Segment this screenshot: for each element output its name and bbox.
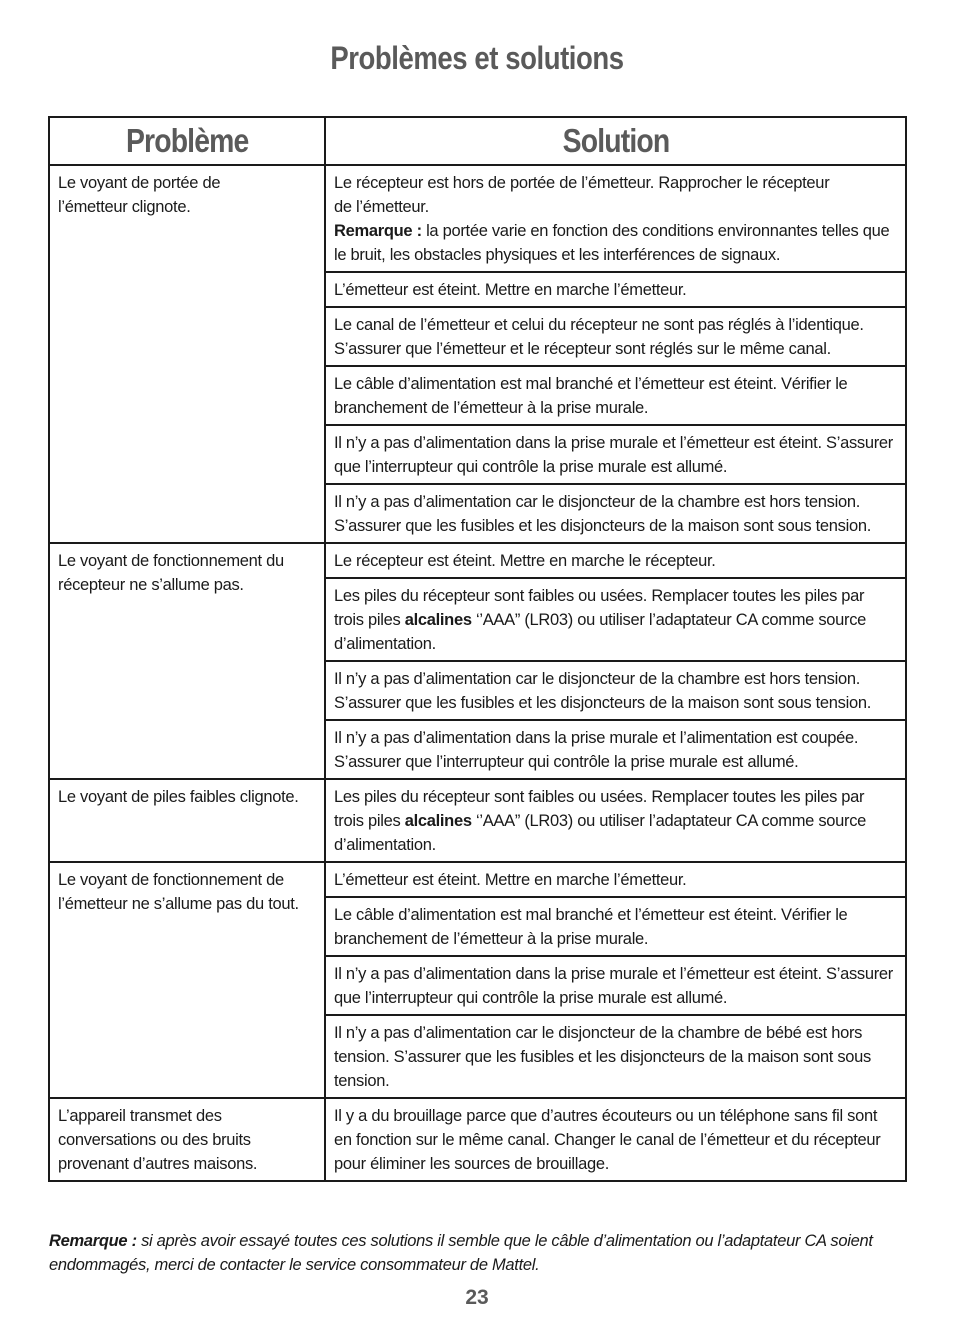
table-row: [49, 1098, 906, 1181]
solution-cell: [325, 1015, 906, 1098]
solution-cell: [325, 484, 906, 543]
solution-emphasis: Remarque :: [334, 222, 422, 240]
solution-cell: [325, 956, 906, 1015]
solution-cell: [325, 366, 906, 425]
problem-cell: Le voyant de fonctionnement de l’émetteur ne s’allume pas du tout.: [49, 862, 325, 1098]
solution-cell: [325, 578, 906, 661]
solution-cell: [325, 543, 906, 578]
header-solution: Solution: [325, 117, 906, 165]
footnote: [49, 1229, 909, 1277]
solution-cell: [325, 272, 906, 307]
problem-cell: Le voyant de fonctionnement du récepteur ne s’allume pas.: [49, 543, 325, 779]
solution-cell: [325, 307, 906, 366]
solution-text: L’émetteur est éteint. Mettre en marche l’émetteur.: [334, 281, 687, 299]
solution-text: Il n’y a pas d’alimentation car le disjoncteur de la chambre de bébé est hors tension. S’assurer que les fusibles et les disjoncteurs de la maison sont sous tension.: [334, 1024, 871, 1090]
table-row: [49, 779, 906, 862]
solution-text: Il n’y a pas d’alimentation car le disjoncteur de la chambre est hors tension. S’assurer que les fusibles et les disjoncteurs de la maison sont sous tension.: [334, 670, 871, 712]
solution-text: Le câble d’alimentation est mal branché et l’émetteur est éteint. Vérifier le branchement de l’émetteur à la prise murale.: [334, 375, 848, 417]
solution-text-cont: ‘’AAA” (LR03) ou utiliser l’adaptateur CA comme source d’alimentation.: [334, 611, 867, 653]
table-row: [49, 165, 906, 272]
solution-text: L’émetteur est éteint. Mettre en marche l’émetteur.: [334, 871, 687, 889]
solution-text: Les piles du récepteur sont faibles ou usées. Remplacer toutes les piles par trois piles: [334, 587, 865, 629]
solution-emphasis: alcalines: [404, 611, 472, 629]
solution-text: Il n’y a pas d’alimentation dans la prise murale et l’émetteur est éteint. S’assurer que l’interrupteur qui contrôle la prise murale est allumé.: [334, 434, 894, 476]
page-title: Problèmes et solutions: [330, 40, 624, 76]
solution-text: Le canal de l’émetteur et celui du récepteur ne sont pas réglés à l’identique. S’assurer que l’émetteur et le récepteur sont réglés sur le même canal.: [334, 316, 864, 358]
troubleshooting-table: [48, 116, 907, 1182]
table-row: [49, 543, 906, 578]
table-row: [49, 862, 906, 897]
solution-text: Le câble d’alimentation est mal branché et l’émetteur est éteint. Vérifier le branchement de l’émetteur à la prise murale.: [334, 906, 848, 948]
solution-text: Le récepteur est éteint. Mettre en marche le récepteur.: [334, 552, 716, 570]
solution-cell: [325, 779, 906, 862]
problem-cell: Le voyant de piles faibles clignote.: [49, 779, 325, 862]
solution-text: Il n’y a pas d’alimentation car le disjoncteur de la chambre est hors tension. S’assurer que les fusibles et les disjoncteurs de la maison sont sous tension.: [334, 493, 871, 535]
solution-text-cont: ‘’AAA” (LR03) ou utiliser l’adaptateur CA comme source d’alimentation.: [334, 812, 867, 854]
header-problem: Problème: [49, 117, 325, 165]
solution-cell: [325, 1098, 906, 1181]
table-body: [49, 165, 906, 1181]
solution-emphasis: alcalines: [404, 812, 472, 830]
solution-text: Il y a du brouillage parce que d’autres écouteurs ou un téléphone sans fil sont en fonction sur le même canal. Changer le canal de l’émetteur et du récepteur pour éliminer les sources de brouillage.: [334, 1107, 881, 1173]
problem-cell: L’appareil transmet des conversations ou des bruits provenant d’autres maisons.: [49, 1098, 325, 1181]
solution-cell: [325, 897, 906, 956]
solution-cell: [325, 661, 906, 720]
solution-text-cont: la portée varie en fonction des conditions environnantes telles que le bruit, les obstacles physiques et les interférences de signaux.: [334, 222, 890, 264]
solution-text: Il n’y a pas d’alimentation dans la prise murale et l’alimentation est coupée. S’assurer que l’interrupteur qui contrôle la prise murale est allumé.: [334, 729, 859, 771]
footnote-label: Remarque :: [49, 1232, 137, 1250]
solution-cell: [325, 862, 906, 897]
table-header-row: [49, 117, 906, 165]
solution-cell: [325, 165, 906, 272]
solution-cell: [325, 425, 906, 484]
footnote-text: si après avoir essayé toutes ces solutions il semble que le câble d’alimentation ou l’adaptateur CA soient endommagés, merci de contacter le service consommateur de Mattel.: [49, 1232, 873, 1274]
page-number: 23: [465, 1286, 489, 1309]
solution-text: Les piles du récepteur sont faibles ou usées. Remplacer toutes les piles par trois piles: [334, 788, 865, 830]
solution-cell: [325, 720, 906, 779]
problem-cell: Le voyant de portée de l’émetteur clignote.: [49, 165, 325, 543]
solution-text: Il n’y a pas d’alimentation dans la prise murale et l’émetteur est éteint. S’assurer que l’interrupteur qui contrôle la prise murale est allumé.: [334, 965, 894, 1007]
solution-text: Le récepteur est hors de portée de l’émetteur. Rapprocher le récepteur de l’émetteur.: [334, 174, 830, 216]
